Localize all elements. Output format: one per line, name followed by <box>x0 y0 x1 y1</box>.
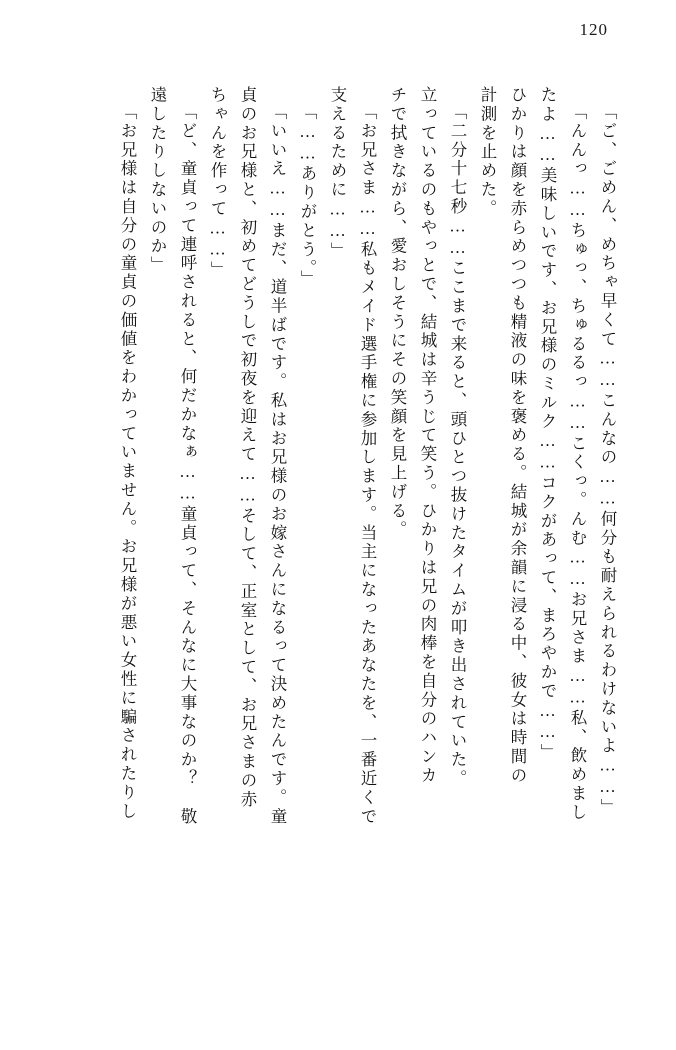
text-line: 立っているのもやっとで、結城は辛うじて笑う。ひかりは兄の肉棒を自分のハンカ <box>418 86 437 786</box>
text-line: 「ご、ごめん、めちゃ早くて……こんなの……何分も耐えられるわけないよ……」 <box>598 103 617 818</box>
text-line: 支えるために……」 <box>328 86 347 262</box>
text-line: 「ど、童貞って連呼されると、何だかなぁ……童貞って、そんなに大事なのか？ 敬 <box>178 103 197 827</box>
text-line: ひかりは顔を赤らめつつも精液の味を褒める。結城が余韻に浸る中、彼女は時間の <box>508 86 527 786</box>
text-line: 「二分十七秒……ここまで来ると、頭ひとつ抜けたタイムが叩き出されていた。 <box>448 103 467 789</box>
text-line: チで拭きながら、愛おしそうにその笑顔を見上げる。 <box>388 86 407 540</box>
text-line: 貞のお兄様と、初めてどうしで初夜を迎えて……そして、正室として、お兄さまの赤 <box>238 86 257 810</box>
page-number: 120 <box>579 20 608 39</box>
text-line: 「お兄様は自分の童貞の価値をわかっていません。お兄様が悪い女性に騙されたりし <box>118 103 137 822</box>
text-line: ちゃんを作って……」 <box>208 86 227 280</box>
text-line: 「んんっ……ちゅっ、ちゅるるっ……こくっ。んむ……お兄さま……私、飲めまし <box>568 103 587 823</box>
page-text-body <box>54 86 622 996</box>
text-line: 計測を止めた。 <box>478 86 497 219</box>
text-line: 「……ありがとう。」 <box>298 103 317 289</box>
text-line: 遠したりしないのか」 <box>148 86 167 275</box>
text-line: 「お兄さま……私もメイド選手権に参加します。当主になったあなたを、一番近くで <box>358 103 377 827</box>
text-line: 「いいえ……まだ、道半ばです。私はお兄様のお嫁さんになるって決めたんです。童 <box>268 103 287 827</box>
text-line: たよ……美味しいです、お兄様のミルク……コクがあって、まろやかで……」 <box>538 86 557 763</box>
